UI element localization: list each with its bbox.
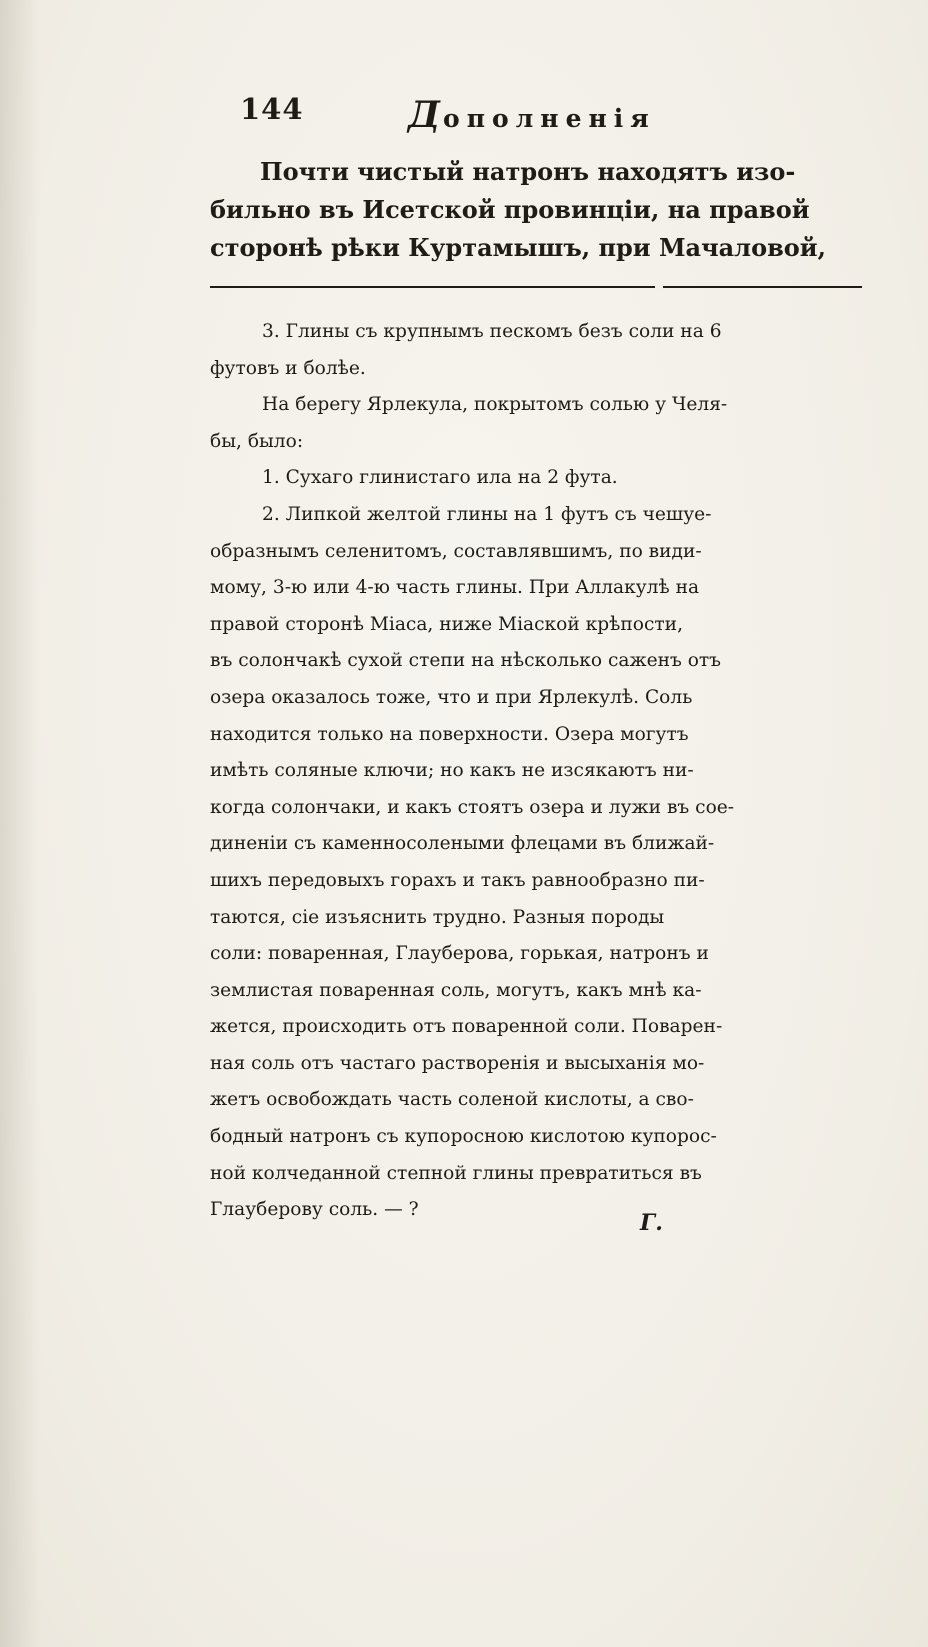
footnote-line: озера оказалось тоже, что и при Ярлекулѣ. Соль <box>210 686 693 708</box>
footnote-signature: Г. <box>640 1210 663 1236</box>
footnote-line: диненіи съ каменносолеными флецами въ ближай- <box>210 833 715 855</box>
footnote-line: бодный натронъ съ купоросною кислотою купорос- <box>210 1126 717 1148</box>
footnote-line: На берегу Ярлекула, покрытомъ солью у Челя- <box>262 394 728 416</box>
main-text-line: бильно въ Исетской провинціи, на правой <box>210 195 810 224</box>
footnote-line: шихъ передовыхъ горахъ и такъ равнообразно пи- <box>210 869 705 891</box>
main-text-line: Почти чистый натронъ находятъ изо- <box>260 157 796 186</box>
footnote-line: находится только на поверхности. Озера могутъ <box>210 723 689 745</box>
footnote-line: Глауберову соль. — ? <box>210 1199 419 1221</box>
footnote <box>210 314 862 1229</box>
footnote-line: ная соль отъ частаго растворенія и высыханія мо- <box>210 1052 705 1074</box>
footnote-line: 3. Глины съ крупнымъ пескомъ безъ соли на 6 <box>262 321 722 342</box>
running-title-dropcap: Д <box>408 94 444 136</box>
footnote-line: правой сторонѣ Міаса, ниже Міаской крѣпости, <box>210 613 683 635</box>
footnote-line: 1. Сухаго глинистаго ила на 2 фута. <box>262 467 618 489</box>
main-text-line: сторонѣ рѣки Куртамышъ, при Мачаловой, <box>210 233 826 262</box>
binding-shadow <box>0 0 40 1647</box>
footnote-line: 2. Липкой желтой глины на 1 футъ съ чешуе- <box>262 503 712 525</box>
footnote-line: бы, было: <box>210 430 304 452</box>
footnote-line: соли: поваренная, Глауберова, горькая, натронъ и <box>210 943 709 965</box>
footnote-line: образнымъ селенитомъ, составлявшимъ, по види- <box>210 540 702 562</box>
rule-break <box>655 283 663 291</box>
footnote-line: футовъ и болѣе. <box>210 357 366 379</box>
footnote-line: мому, 3-ю или 4-ю часть глины. При Аллакулѣ на <box>210 577 700 599</box>
footnote-line: таются, сіе изъяснить трудно. Разныя породы <box>210 906 665 928</box>
footnote-line: въ солончакѣ сухой степи на нѣсколько саженъ отъ <box>210 650 722 672</box>
footnote-line: имѣть соляные ключи; но какъ не изсякаютъ ни- <box>210 760 694 782</box>
footnote-line: когда солончаки, и какъ стоятъ озера и лужи въ сое- <box>210 796 735 818</box>
footnote-line: жется, происходить отъ поваренной соли. Поварен- <box>210 1016 723 1038</box>
footnote-line: жетъ освобождать часть соленой кислоты, а сво- <box>210 1089 694 1111</box>
page-header <box>240 92 860 142</box>
main-text <box>210 153 862 267</box>
running-title-rest: ополненія <box>443 104 656 133</box>
running-title <box>408 94 656 136</box>
page-number: 144 <box>240 92 304 126</box>
footnote-line: землистая поваренная соль, могутъ, какъ мнѣ ка- <box>210 979 702 1001</box>
footnote-separator-rule <box>210 286 862 288</box>
footnote-line: ной колчеданной степной глины превратиться въ <box>210 1162 702 1184</box>
